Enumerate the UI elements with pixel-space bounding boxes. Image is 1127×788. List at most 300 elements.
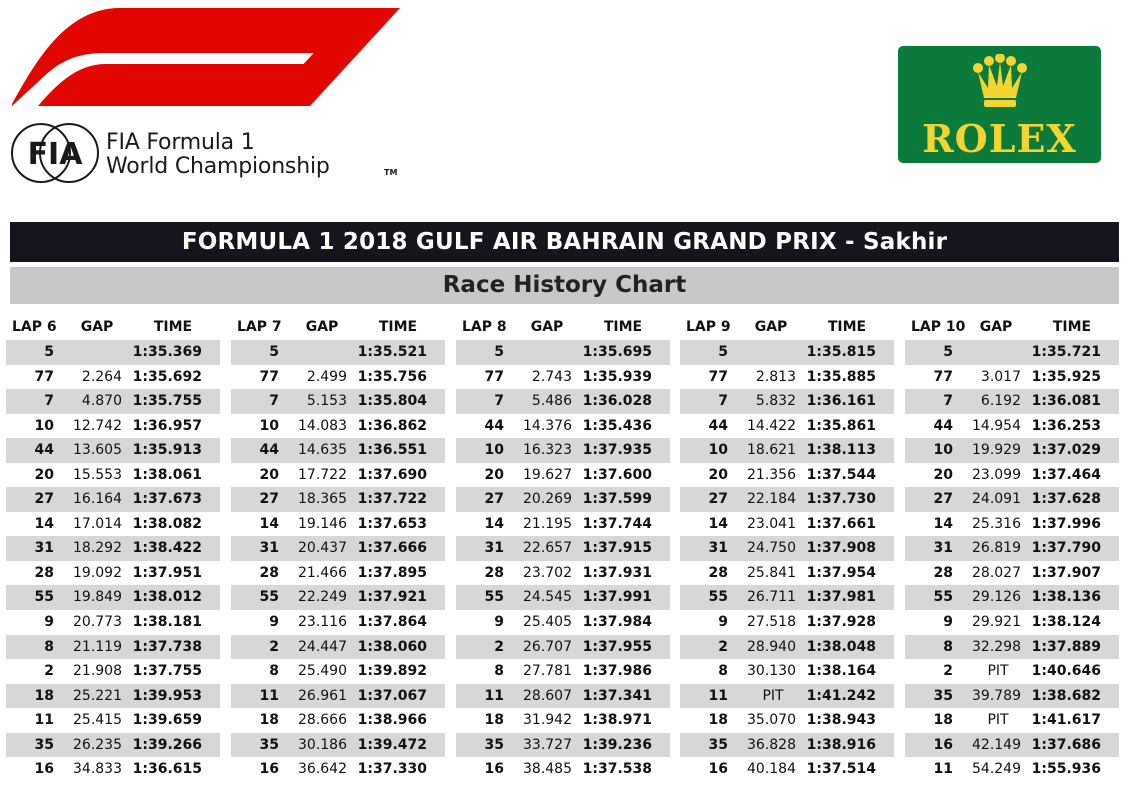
table-row <box>231 389 445 414</box>
table-row <box>680 438 894 463</box>
lap-time: 1:37.889 <box>1031 638 1101 655</box>
championship-line-1: FIA Formula 1 <box>106 130 255 155</box>
lap-time: 1:37.738 <box>132 638 202 655</box>
lap-time: 1:37.653 <box>357 515 427 532</box>
car-number: 7 <box>269 393 279 410</box>
trademark-mark: TM <box>384 168 398 177</box>
lap-time: 1:39.892 <box>357 663 427 680</box>
table-row <box>231 757 445 782</box>
car-number: 31 <box>708 540 728 557</box>
lap-time: 1:37.514 <box>806 761 876 778</box>
gap-value: 40.184 <box>747 761 796 778</box>
car-number: 77 <box>933 368 953 385</box>
lap-time: 1:35.755 <box>132 393 202 410</box>
gap-value: 35.070 <box>747 712 796 729</box>
gap-value: 23.116 <box>298 614 347 631</box>
table-row <box>456 463 670 488</box>
table-row <box>905 684 1119 709</box>
gap-value: 2.499 <box>306 368 347 385</box>
table-row <box>905 340 1119 365</box>
gap-value: 17.722 <box>298 466 347 483</box>
gap-value: 5.486 <box>531 393 572 410</box>
table-row <box>6 757 220 782</box>
car-number: 20 <box>34 466 54 483</box>
gap-header: GAP <box>754 319 788 335</box>
lap-time: 1:35.939 <box>582 368 652 385</box>
table-row <box>6 389 220 414</box>
lap-time: 1:37.544 <box>806 466 876 483</box>
gap-value: 19.092 <box>73 564 122 581</box>
gap-value: 26.961 <box>298 687 347 704</box>
table-row <box>905 365 1119 390</box>
table-row <box>905 610 1119 635</box>
gap-value: 16.164 <box>73 491 122 508</box>
gap-value: 27.781 <box>523 663 572 680</box>
car-number: 5 <box>943 344 953 360</box>
lap-time: 1:41.242 <box>806 687 876 704</box>
lap-time: 1:36.161 <box>806 393 876 410</box>
gap-value: PIT <box>987 712 1009 729</box>
table-row <box>231 659 445 684</box>
lap-time: 1:37.661 <box>806 515 876 532</box>
table-row <box>231 585 445 610</box>
time-header: TIME <box>378 319 418 335</box>
gap-value: 33.727 <box>523 736 572 753</box>
table-row <box>6 585 220 610</box>
gap-value: 19.929 <box>972 442 1021 459</box>
lap-time: 1:35.436 <box>582 417 652 434</box>
car-number: 11 <box>933 761 953 778</box>
table-row <box>6 733 220 758</box>
table-row <box>680 463 894 488</box>
lap-time: 1:38.113 <box>806 442 876 459</box>
gap-value: 25.841 <box>747 564 796 581</box>
lap-time: 1:35.815 <box>806 344 876 360</box>
lap-time: 1:37.599 <box>582 491 652 508</box>
car-number: 28 <box>933 564 953 581</box>
car-number: 77 <box>34 368 54 385</box>
lap-time: 1:37.908 <box>806 540 876 557</box>
lap-time: 1:37.690 <box>357 466 427 483</box>
table-row <box>456 561 670 586</box>
lap-time: 1:38.136 <box>1031 589 1101 606</box>
gap-value: 24.091 <box>972 491 1021 508</box>
lap-time: 1:38.048 <box>806 638 876 655</box>
lap-time: 1:38.966 <box>357 712 427 729</box>
table-row <box>456 659 670 684</box>
gap-value: 28.607 <box>523 687 572 704</box>
lap-header: LAP 9 <box>686 319 731 335</box>
gap-value: 28.666 <box>298 712 347 729</box>
gap-header: GAP <box>979 319 1013 335</box>
table-row <box>231 487 445 512</box>
car-number: 28 <box>708 564 728 581</box>
car-number: 27 <box>484 491 504 508</box>
gap-value: 4.870 <box>81 393 122 410</box>
gap-value: 20.773 <box>73 614 122 631</box>
gap-value: 28.940 <box>747 638 796 655</box>
car-number: 9 <box>269 614 279 631</box>
table-row <box>905 708 1119 733</box>
lap-time: 1:37.730 <box>806 491 876 508</box>
lap-time: 1:39.266 <box>132 736 202 753</box>
gap-value: 18.292 <box>73 540 122 557</box>
table-row <box>680 733 894 758</box>
f1-logo-icon <box>10 8 400 108</box>
lap-time: 1:36.957 <box>132 417 202 434</box>
lap-time: 1:37.935 <box>582 442 652 459</box>
fia-brand-block <box>10 120 410 190</box>
gap-value: 29.126 <box>972 589 1021 606</box>
car-number: 77 <box>484 368 504 385</box>
gap-value: 15.553 <box>73 466 122 483</box>
svg-text:FIA: FIA <box>27 137 83 172</box>
table-row <box>456 585 670 610</box>
table-row <box>680 512 894 537</box>
gap-value: 3.017 <box>980 368 1021 385</box>
car-number: 11 <box>34 712 54 729</box>
table-row <box>905 463 1119 488</box>
gap-value: PIT <box>987 663 1009 680</box>
lap-time: 1:37.341 <box>582 687 652 704</box>
table-row <box>905 733 1119 758</box>
car-number: 20 <box>708 466 728 483</box>
lap-time: 1:37.954 <box>806 564 876 581</box>
gap-value: 25.415 <box>73 712 122 729</box>
gap-value: 30.130 <box>747 663 796 680</box>
gap-value: 27.518 <box>747 614 796 631</box>
car-number: 10 <box>259 417 279 434</box>
table-row <box>231 561 445 586</box>
table-row <box>231 438 445 463</box>
table-row <box>456 610 670 635</box>
lap-time: 1:37.915 <box>582 540 652 557</box>
car-number: 7 <box>494 393 504 410</box>
lap-time: 1:35.369 <box>132 344 202 360</box>
lap-table-header <box>905 316 1119 340</box>
lap-header: LAP 7 <box>237 319 282 335</box>
table-row <box>905 585 1119 610</box>
lap-time: 1:37.600 <box>582 466 652 483</box>
lap-time: 1:40.646 <box>1031 663 1101 680</box>
lap-time: 1:36.081 <box>1031 393 1101 410</box>
table-row <box>905 487 1119 512</box>
car-number: 10 <box>933 442 953 459</box>
table-row <box>905 512 1119 537</box>
gap-value: 17.014 <box>73 515 122 532</box>
lap-table <box>905 316 1119 782</box>
gap-value: 25.405 <box>523 614 572 631</box>
car-number: 44 <box>259 442 279 459</box>
race-title-banner: FORMULA 1 2018 GULF AIR BAHRAIN GRAND PRIX - Sakhir <box>10 222 1119 262</box>
gap-value: 13.605 <box>73 442 122 459</box>
gap-value: 24.545 <box>523 589 572 606</box>
lap-time: 1:35.695 <box>582 344 652 360</box>
gap-value: 2.813 <box>755 368 796 385</box>
table-row <box>456 733 670 758</box>
gap-value: 12.742 <box>73 417 122 434</box>
gap-value: 26.819 <box>972 540 1021 557</box>
table-row <box>6 659 220 684</box>
car-number: 14 <box>933 515 953 532</box>
table-row <box>680 635 894 660</box>
car-number: 20 <box>259 466 279 483</box>
lap-time: 1:35.521 <box>357 344 427 360</box>
lap-time: 1:37.067 <box>357 687 427 704</box>
gap-value: 54.249 <box>972 761 1021 778</box>
car-number: 16 <box>34 761 54 778</box>
lap-time: 1:37.928 <box>806 614 876 631</box>
lap-time: 1:35.861 <box>806 417 876 434</box>
lap-time: 1:37.955 <box>582 638 652 655</box>
gap-value: 26.711 <box>747 589 796 606</box>
car-number: 14 <box>484 515 504 532</box>
lap-time: 1:38.916 <box>806 736 876 753</box>
lap-time: 1:37.744 <box>582 515 652 532</box>
gap-value: 23.099 <box>972 466 1021 483</box>
lap-time: 1:35.692 <box>132 368 202 385</box>
rolex-sponsor-logo <box>898 46 1101 163</box>
table-row <box>456 684 670 709</box>
car-number: 20 <box>484 466 504 483</box>
table-row <box>456 389 670 414</box>
table-row <box>456 487 670 512</box>
gap-value: 24.447 <box>298 638 347 655</box>
car-number: 28 <box>259 564 279 581</box>
gap-value: 25.316 <box>972 515 1021 532</box>
lap-time: 1:37.907 <box>1031 564 1101 581</box>
table-row <box>680 365 894 390</box>
lap-time: 1:37.951 <box>132 564 202 581</box>
lap-time: 1:37.895 <box>357 564 427 581</box>
gap-value: 2.743 <box>531 368 572 385</box>
car-number: 31 <box>34 540 54 557</box>
table-row <box>456 512 670 537</box>
table-row <box>6 340 220 365</box>
lap-time: 1:38.061 <box>132 466 202 483</box>
table-row <box>231 635 445 660</box>
lap-time: 1:37.029 <box>1031 442 1101 459</box>
car-number: 27 <box>933 491 953 508</box>
table-row <box>680 659 894 684</box>
lap-table <box>231 316 445 782</box>
car-number: 14 <box>34 515 54 532</box>
table-row <box>6 708 220 733</box>
car-number: 18 <box>34 687 54 704</box>
gap-value: PIT <box>762 687 784 704</box>
table-row <box>680 389 894 414</box>
fia-seal-icon <box>10 122 100 184</box>
table-row <box>456 438 670 463</box>
car-number: 44 <box>708 417 728 434</box>
lap-time: 1:36.615 <box>132 761 202 778</box>
lap-time: 1:39.953 <box>132 687 202 704</box>
gap-value: 22.657 <box>523 540 572 557</box>
lap-time: 1:38.082 <box>132 515 202 532</box>
table-row <box>231 340 445 365</box>
car-number: 5 <box>44 344 54 360</box>
gap-value: 19.849 <box>73 589 122 606</box>
table-row <box>6 684 220 709</box>
table-row <box>231 365 445 390</box>
gap-value: 20.269 <box>523 491 572 508</box>
lap-header: LAP 10 <box>911 319 966 335</box>
car-number: 27 <box>708 491 728 508</box>
lap-time: 1:38.060 <box>357 638 427 655</box>
lap-time: 1:37.991 <box>582 589 652 606</box>
car-number: 55 <box>34 589 54 606</box>
gap-value: 36.642 <box>298 761 347 778</box>
car-number: 2 <box>44 663 54 680</box>
table-row <box>6 414 220 439</box>
car-number: 10 <box>34 417 54 434</box>
table-row <box>231 414 445 439</box>
lap-time: 1:37.628 <box>1031 491 1101 508</box>
car-number: 2 <box>269 638 279 655</box>
car-number: 55 <box>259 589 279 606</box>
lap-time: 1:35.804 <box>357 393 427 410</box>
lap-time: 1:36.551 <box>357 442 427 459</box>
car-number: 55 <box>933 589 953 606</box>
gap-header: GAP <box>530 319 564 335</box>
lap-header: LAP 8 <box>462 319 507 335</box>
car-number: 9 <box>494 614 504 631</box>
gap-value: 19.146 <box>298 515 347 532</box>
car-number: 28 <box>34 564 54 581</box>
table-row <box>456 365 670 390</box>
lap-time: 1:37.755 <box>132 663 202 680</box>
table-row <box>231 536 445 561</box>
chart-subtitle: Race History Chart <box>10 267 1119 304</box>
gap-value: 18.365 <box>298 491 347 508</box>
lap-table <box>456 316 670 782</box>
car-number: 5 <box>718 344 728 360</box>
crown-icon <box>972 54 1028 110</box>
car-number: 2 <box>494 638 504 655</box>
car-number: 8 <box>943 638 953 655</box>
car-number: 9 <box>718 614 728 631</box>
car-number: 16 <box>708 761 728 778</box>
time-header: TIME <box>153 319 193 335</box>
table-row <box>231 733 445 758</box>
table-row <box>231 684 445 709</box>
car-number: 11 <box>484 687 504 704</box>
lap-time: 1:37.996 <box>1031 515 1101 532</box>
table-row <box>6 635 220 660</box>
time-header: TIME <box>603 319 643 335</box>
gap-value: 25.221 <box>73 687 122 704</box>
table-row <box>456 414 670 439</box>
lap-time: 1:38.971 <box>582 712 652 729</box>
car-number: 31 <box>484 540 504 557</box>
car-number: 8 <box>494 663 504 680</box>
lap-header: LAP 6 <box>12 319 57 335</box>
lap-time: 1:35.756 <box>357 368 427 385</box>
lap-time: 1:39.659 <box>132 712 202 729</box>
table-row <box>905 561 1119 586</box>
car-number: 8 <box>269 663 279 680</box>
gap-value: 23.702 <box>523 564 572 581</box>
table-row <box>6 610 220 635</box>
table-row <box>680 585 894 610</box>
table-row <box>680 708 894 733</box>
gap-value: 42.149 <box>972 736 1021 753</box>
lap-time: 1:39.472 <box>357 736 427 753</box>
lap-time: 1:39.236 <box>582 736 652 753</box>
car-number: 5 <box>269 344 279 360</box>
car-number: 44 <box>34 442 54 459</box>
table-row <box>231 463 445 488</box>
table-row <box>456 340 670 365</box>
gap-value: 21.908 <box>73 663 122 680</box>
lap-time: 1:35.913 <box>132 442 202 459</box>
table-row <box>680 757 894 782</box>
table-row <box>231 512 445 537</box>
gap-value: 25.490 <box>298 663 347 680</box>
table-row <box>6 365 220 390</box>
table-row <box>456 635 670 660</box>
gap-value: 24.750 <box>747 540 796 557</box>
lap-time: 1:38.943 <box>806 712 876 729</box>
lap-time: 1:37.538 <box>582 761 652 778</box>
table-row <box>680 684 894 709</box>
car-number: 44 <box>484 417 504 434</box>
table-row <box>905 659 1119 684</box>
table-row <box>456 536 670 561</box>
table-row <box>680 340 894 365</box>
lap-table-header <box>680 316 894 340</box>
gap-value: 16.323 <box>523 442 572 459</box>
lap-time: 1:37.673 <box>132 491 202 508</box>
lap-time: 1:37.984 <box>582 614 652 631</box>
car-number: 11 <box>259 687 279 704</box>
championship-line-2: World Championship <box>106 154 330 179</box>
time-header: TIME <box>1052 319 1092 335</box>
gap-value: 14.422 <box>747 417 796 434</box>
lap-table <box>6 316 220 782</box>
table-row <box>6 561 220 586</box>
lap-time: 1:38.682 <box>1031 687 1101 704</box>
gap-value: 26.707 <box>523 638 572 655</box>
gap-value: 14.954 <box>972 417 1021 434</box>
gap-value: 5.832 <box>755 393 796 410</box>
car-number: 16 <box>259 761 279 778</box>
gap-value: 20.437 <box>298 540 347 557</box>
lap-time: 1:35.885 <box>806 368 876 385</box>
table-row <box>6 438 220 463</box>
car-number: 44 <box>933 417 953 434</box>
lap-time: 1:37.864 <box>357 614 427 631</box>
car-number: 7 <box>943 393 953 410</box>
car-number: 31 <box>933 540 953 557</box>
car-number: 27 <box>34 491 54 508</box>
car-number: 16 <box>933 736 953 753</box>
lap-time: 1:37.981 <box>806 589 876 606</box>
car-number: 2 <box>718 638 728 655</box>
car-number: 10 <box>708 442 728 459</box>
gap-value: 14.083 <box>298 417 347 434</box>
car-number: 18 <box>484 712 504 729</box>
car-number: 35 <box>933 687 953 704</box>
gap-value: 22.249 <box>298 589 347 606</box>
table-row <box>231 708 445 733</box>
car-number: 77 <box>708 368 728 385</box>
car-number: 31 <box>259 540 279 557</box>
gap-value: 21.356 <box>747 466 796 483</box>
gap-value: 21.466 <box>298 564 347 581</box>
gap-value: 21.119 <box>73 638 122 655</box>
lap-table-header <box>456 316 670 340</box>
